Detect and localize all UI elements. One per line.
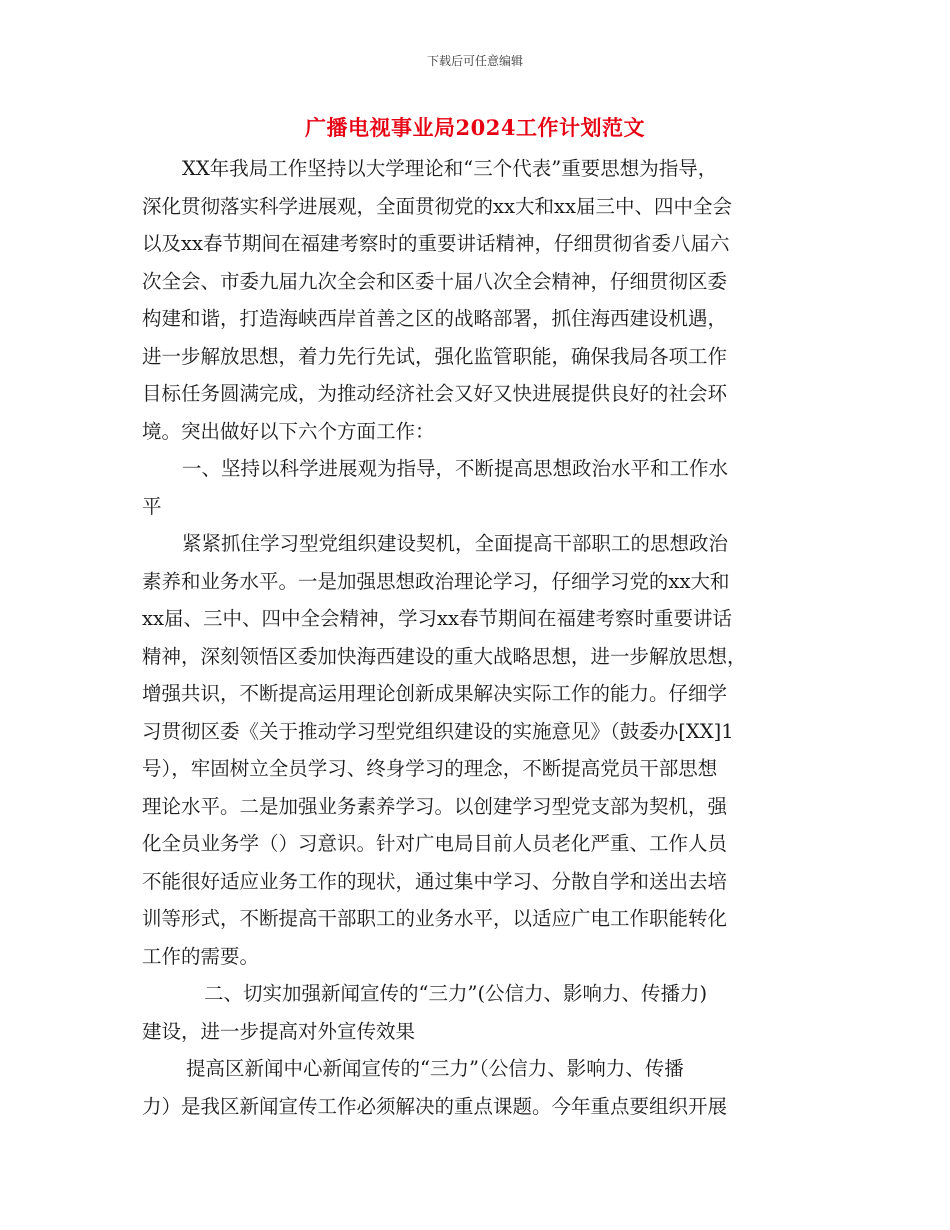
paragraph-line: 力）是我区新闻宣传工作必须解决的重点课题。今年重点要组织开展	[142, 1094, 728, 1118]
paragraph-line: 深化贯彻落实科学进展观，全面贯彻党的xx大和xx届三中、四中全会	[142, 194, 732, 218]
paragraph-line: xx届、三中、四中全会精神，学习xx春节期间在福建考察时重要讲话	[142, 607, 732, 630]
paragraph-line: 目标任务圆满完成，为推动经济社会又好又快进展提供良好的社会环	[142, 382, 728, 405]
paragraph-line: 习贯彻区委《关于推动学习型党组织建设的实施意见》（鼓委办[XX]1	[142, 719, 734, 743]
document-body	[142, 150, 810, 1125]
paragraph-line: 紧紧抓住学习型党组织建设契机，全面提高干部职工的思想政治	[182, 532, 729, 555]
paragraph-line: 构建和谐，打造海峡西岸首善之区的战略部署，抓住海西建设机遇，	[142, 307, 728, 330]
paragraph-line: 训等形式，不断提高干部职工的业务水平，以适应广电工作职能转化	[142, 907, 728, 930]
section-heading-line: 建设，进一步提高对外宣传效果	[142, 1019, 416, 1043]
paragraph-line: 提高区新闻中心新闻宣传的“三力”（公信力、影响力、传播	[186, 1057, 684, 1080]
document-title: 广播电视事业局2024工作计划范文	[305, 115, 645, 140]
paragraph-line: 化全员业务学（）习意识。针对广电局目前人员老化严重、工作人员	[142, 832, 728, 855]
paragraph-line: 精神，深刻领悟区委加快海西建设的重大战略思想，进一步解放思想，	[142, 644, 747, 668]
paragraph-line: 素养和业务水平。一是加强思想政治理论学习，仔细学习党的xx大和	[142, 569, 730, 593]
paragraph-line: 不能很好适应业务工作的现状，通过集中学习、分散自学和送出去培	[142, 869, 728, 893]
paragraph-line: 理论水平。二是加强业务素养学习。以创建学习型党支部为契机，强	[142, 794, 728, 818]
paragraph-line: 增强共识，不断提高运用理论创新成果解决实际工作的能力。仔细学	[142, 682, 728, 705]
section-heading-line: 平	[142, 494, 162, 518]
paragraph-line: 工作的需要。	[142, 944, 260, 968]
paragraph-line: 以及xx春节期间在福建考察时的重要讲话精神，仔细贯彻省委八届六	[142, 232, 730, 255]
paragraph-line: XX年我局工作坚持以大学理论和“三个代表”重要思想为指导，	[182, 157, 718, 180]
page-header: 下载后可任意编辑	[426, 54, 523, 68]
paragraph-line: 次全会、市委九届九次全会和区委十届八次全会精神，仔细贯彻区委	[142, 269, 728, 293]
section-heading-line: 二、切实加强新闻宣传的“三力”(公信力、影响力、传播力)	[204, 982, 708, 1005]
paragraph-line: 号），牢固树立全员学习、终身学习的理念，不断提高党员干部思想	[142, 757, 718, 780]
paragraph-line: 境。突出做好以下六个方面工作：	[142, 419, 435, 443]
paragraph-line: 进一步解放思想，着力先行先试，强化监管职能，确保我局各项工作	[142, 344, 728, 368]
section-heading-line: 一、坚持以科学进展观为指导，不断提高思想政治水平和工作水	[182, 457, 729, 480]
